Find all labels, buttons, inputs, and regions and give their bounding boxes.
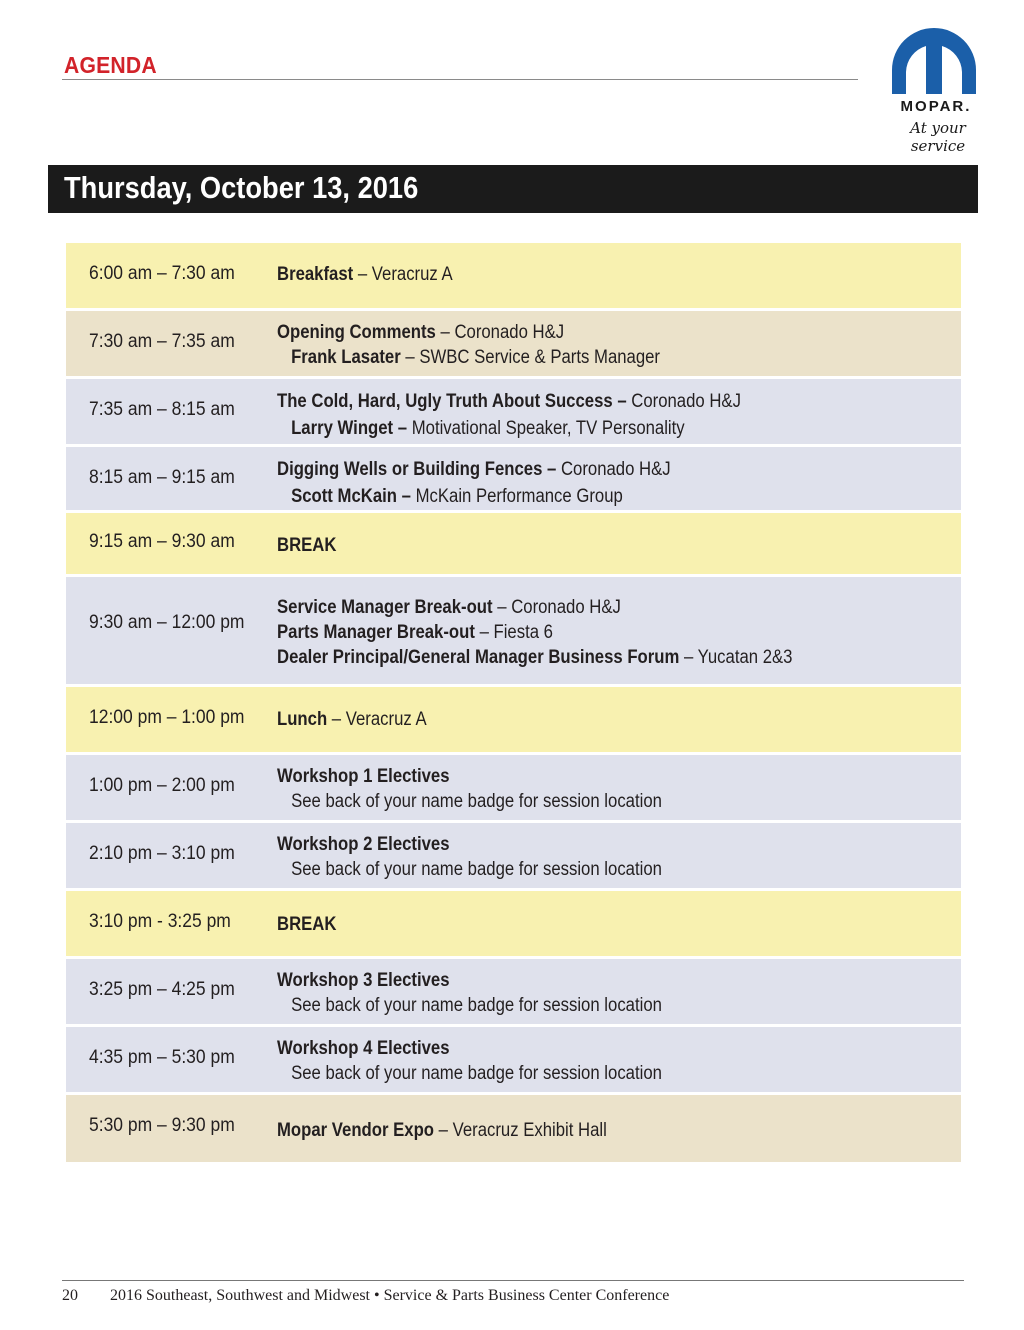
row-time: 5:30 pm – 9:30 pm xyxy=(89,1115,235,1136)
footer-divider xyxy=(62,1280,964,1281)
speaker-role: – SWBC Service & Parts Manager xyxy=(400,347,661,368)
session-title: Parts Manager Break-out xyxy=(277,622,475,643)
session-location: – Veracruz A xyxy=(353,264,453,285)
row-time: 12:00 pm – 1:00 pm xyxy=(89,707,245,728)
row-description xyxy=(277,968,662,1018)
session-title: BREAK xyxy=(277,535,337,556)
row-description xyxy=(277,533,336,558)
row-description xyxy=(277,707,427,732)
row-time: 4:35 pm – 5:30 pm xyxy=(89,1047,235,1068)
agenda-row xyxy=(66,513,961,577)
row-time: 3:25 pm – 4:25 pm xyxy=(89,979,235,1000)
session-title: Service Manager Break-out xyxy=(277,597,493,618)
session-note: See back of your name badge for session location xyxy=(291,1063,662,1084)
agenda-row xyxy=(66,577,961,687)
session-title: Digging Wells or Building Fences – xyxy=(277,459,557,480)
agenda-row xyxy=(66,1027,961,1095)
session-note: See back of your name badge for session location xyxy=(291,995,662,1016)
agenda-row xyxy=(66,891,961,959)
section-label: AGENDA xyxy=(64,52,157,78)
logo-wordmark: MOPAR. xyxy=(900,98,972,115)
speaker-name: Frank Lasater xyxy=(291,347,401,368)
row-time: 9:30 am – 12:00 pm xyxy=(89,612,245,633)
session-title: Workshop 4 Electives xyxy=(277,1038,450,1059)
session-location: Coronado H&J xyxy=(556,459,671,480)
row-description xyxy=(277,595,792,670)
agenda-row xyxy=(66,1095,961,1162)
agenda-row xyxy=(66,447,961,513)
agenda-row xyxy=(66,687,961,755)
row-time: 3:10 pm - 3:25 pm xyxy=(89,911,231,932)
session-title: Workshop 1 Electives xyxy=(277,766,450,787)
row-time: 2:10 pm – 3:10 pm xyxy=(89,843,235,864)
session-note: See back of your name badge for session location xyxy=(291,791,662,812)
row-description xyxy=(277,832,662,882)
page-number: 20 xyxy=(62,1287,78,1304)
row-description xyxy=(277,388,741,442)
logo-tagline: At your service xyxy=(910,119,966,155)
speaker-name: Scott McKain – xyxy=(291,486,411,507)
row-time: 6:00 am – 7:30 am xyxy=(89,263,235,284)
speaker-role: McKain Performance Group xyxy=(410,486,623,507)
speaker-role: Motivational Speaker, TV Personality xyxy=(407,418,685,439)
row-description xyxy=(277,262,453,287)
session-title: Opening Comments xyxy=(277,322,436,343)
row-time: 1:00 pm – 2:00 pm xyxy=(89,775,235,796)
row-description xyxy=(277,764,662,814)
mopar-m-icon xyxy=(878,26,996,100)
agenda-row xyxy=(66,243,961,311)
session-title: The Cold, Hard, Ugly Truth About Success – xyxy=(277,391,627,412)
day-banner xyxy=(48,165,978,213)
day-title: Thursday, October 13, 2016 xyxy=(64,170,419,205)
agenda-row xyxy=(66,311,961,379)
row-description xyxy=(277,1036,662,1086)
session-title: Workshop 2 Electives xyxy=(277,834,450,855)
agenda-row xyxy=(66,755,961,823)
session-title: Mopar Vendor Expo xyxy=(277,1120,435,1141)
row-description xyxy=(277,456,671,510)
session-location: – Fiesta 6 xyxy=(474,622,553,643)
speaker-name: Larry Winget – xyxy=(291,418,408,439)
session-location: – Coronado H&J xyxy=(435,322,565,343)
row-description xyxy=(277,912,336,937)
row-description xyxy=(277,320,660,370)
page-footer xyxy=(62,1287,669,1305)
session-location: Coronado H&J xyxy=(626,391,741,412)
row-time: 7:30 am – 7:35 am xyxy=(89,331,235,352)
row-description xyxy=(277,1118,607,1143)
agenda-row xyxy=(66,823,961,891)
session-title: Workshop 3 Electives xyxy=(277,970,450,991)
session-location: – Veracruz A xyxy=(327,709,427,730)
session-location: – Coronado H&J xyxy=(492,597,621,618)
row-time: 7:35 am – 8:15 am xyxy=(89,399,235,420)
session-title: BREAK xyxy=(277,914,337,935)
session-location: – Yucatan 2&3 xyxy=(679,647,793,668)
row-time: 9:15 am – 9:30 am xyxy=(89,531,235,552)
row-time: 8:15 am – 9:15 am xyxy=(89,467,235,488)
agenda-row xyxy=(66,379,961,447)
mopar-logo xyxy=(878,26,996,155)
session-title: Breakfast xyxy=(277,264,354,285)
header-divider xyxy=(62,79,858,80)
session-location: – Veracruz Exhibit Hall xyxy=(434,1120,607,1141)
session-title: Lunch xyxy=(277,709,328,730)
session-note: See back of your name badge for session location xyxy=(291,859,662,880)
agenda-row xyxy=(66,959,961,1027)
footer-text: 2016 Southeast, Southwest and Midwest • Service & Parts Business Center Conference xyxy=(110,1287,670,1304)
session-title: Dealer Principal/General Manager Business Forum xyxy=(277,647,680,668)
